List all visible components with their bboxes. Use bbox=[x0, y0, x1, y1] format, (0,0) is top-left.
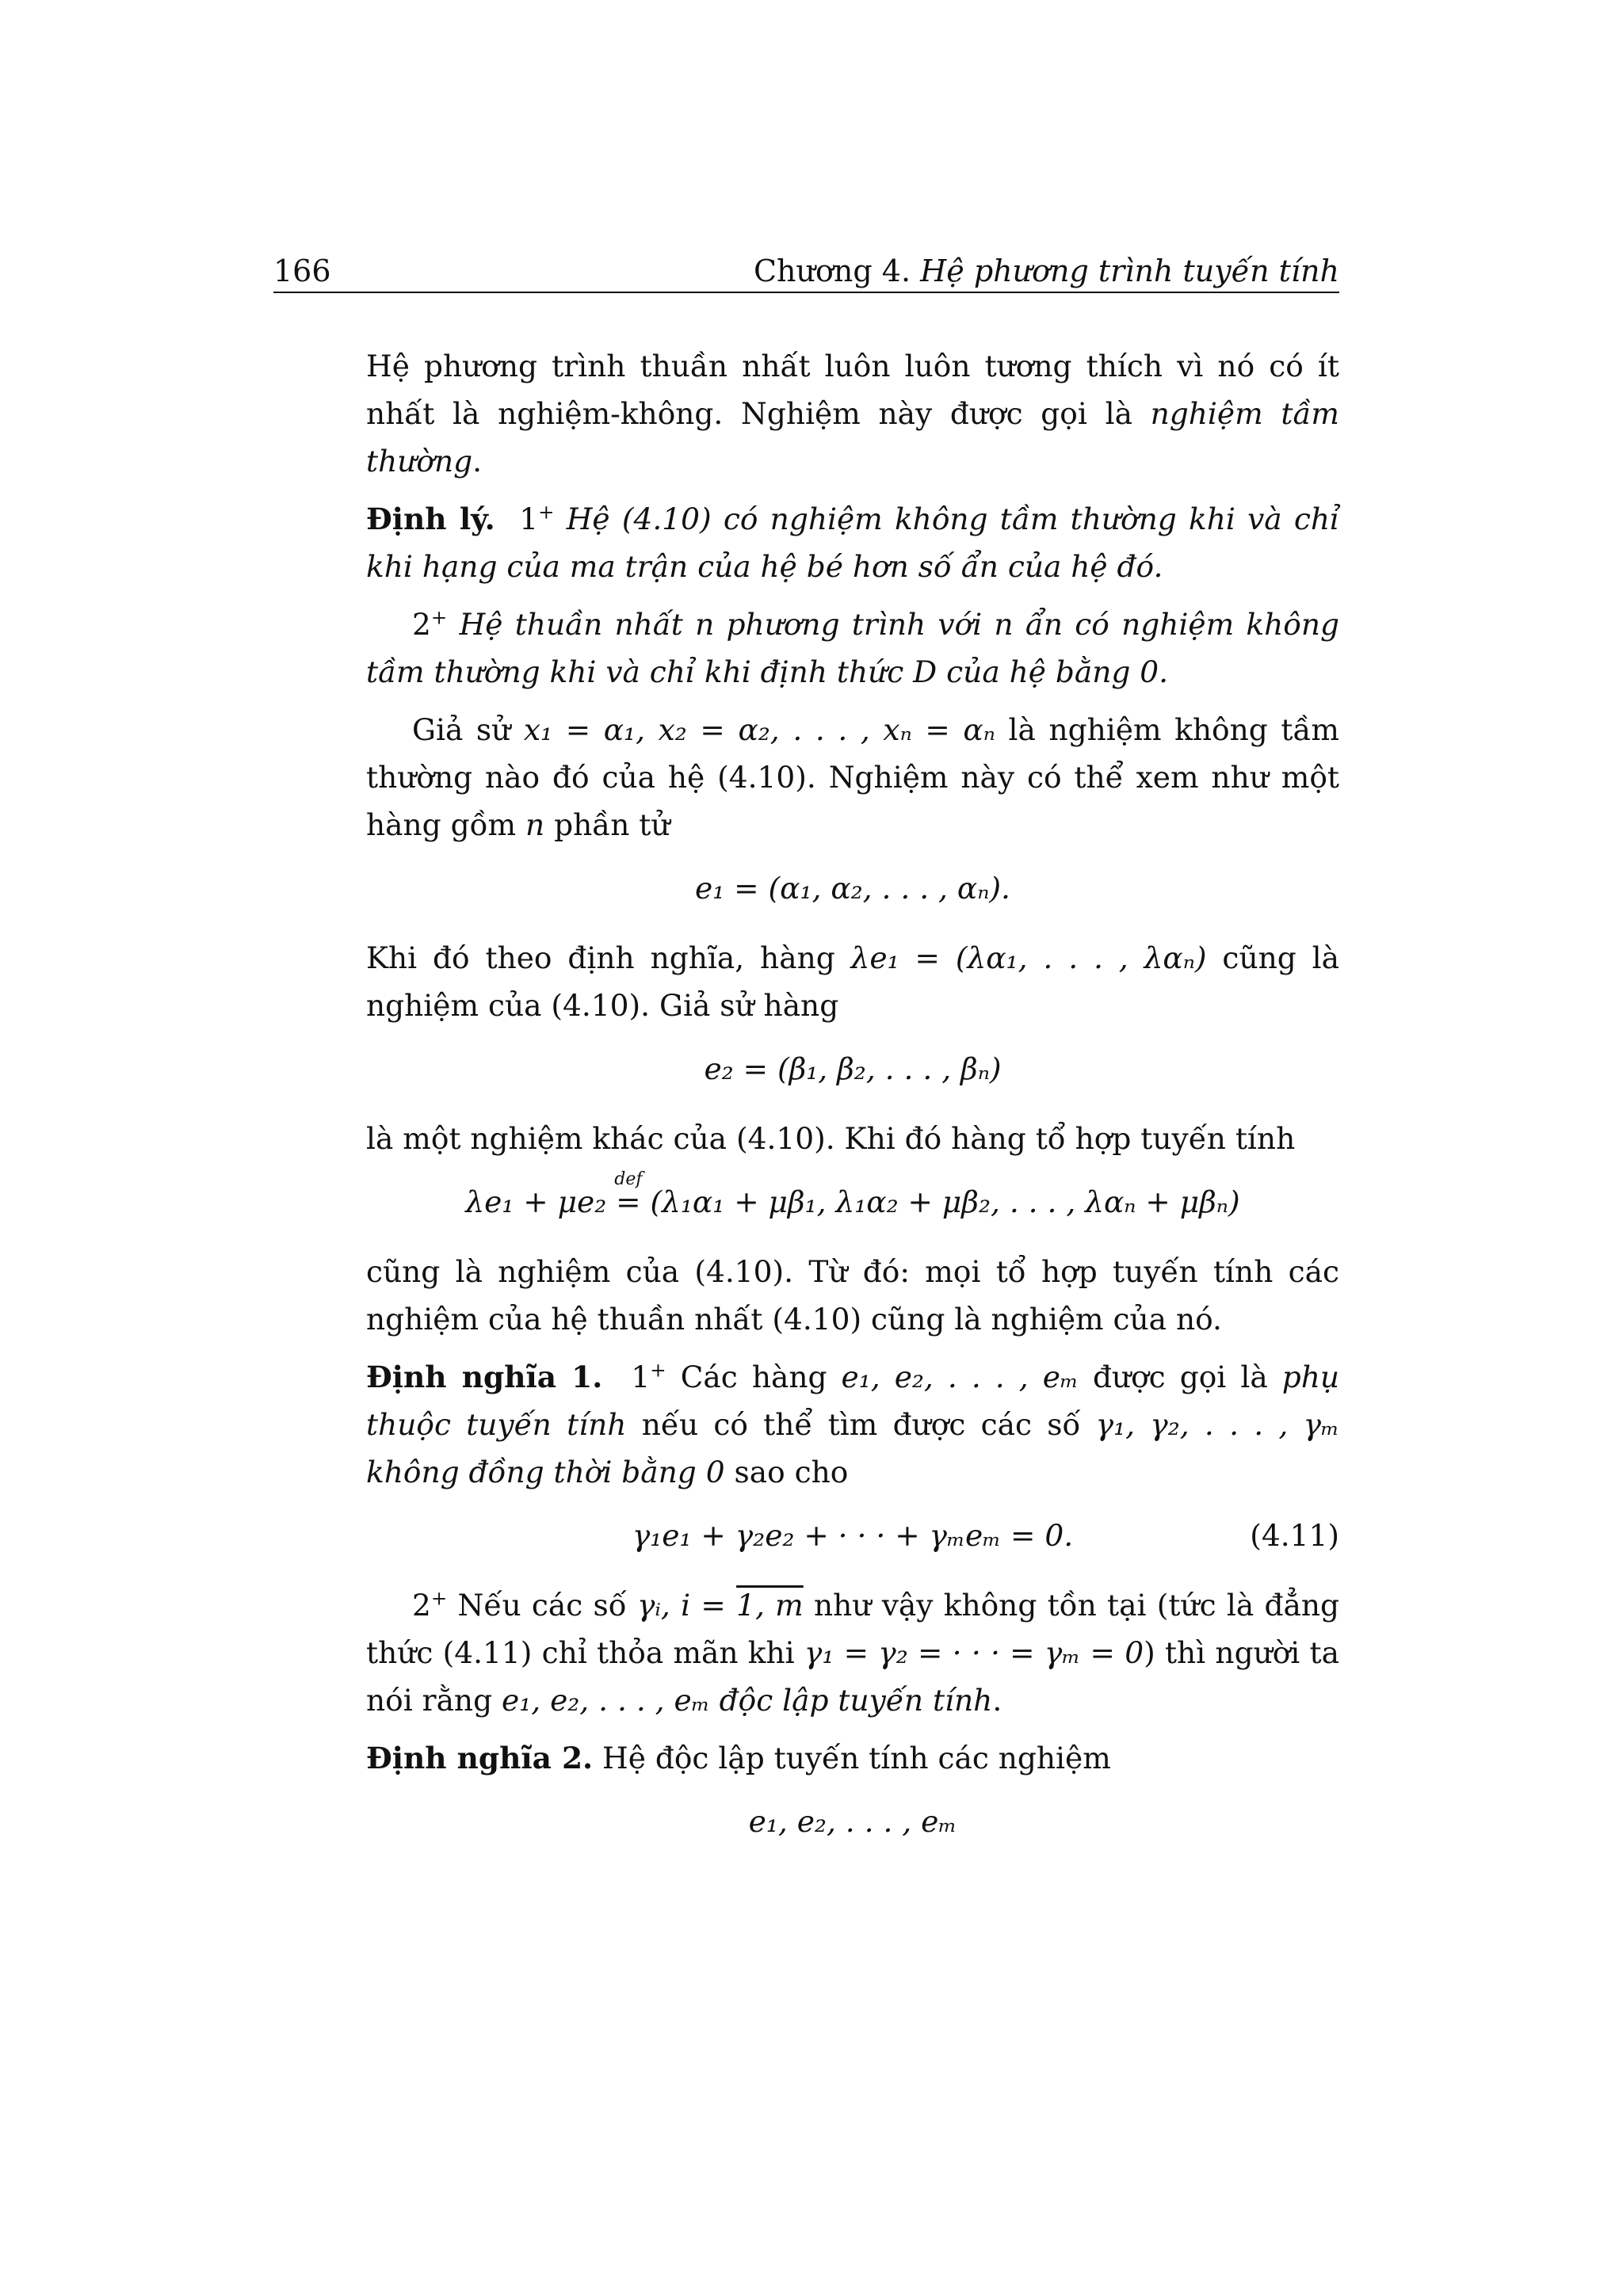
definition-2 bbox=[366, 1734, 1339, 1782]
text-run: cũng là nghiệm của (4.10). Giả sử hàng bbox=[366, 940, 1339, 1023]
definition-1-part-2 bbox=[366, 1581, 1339, 1724]
chapter-heading bbox=[754, 252, 1339, 290]
item-number: 1 bbox=[519, 502, 539, 536]
text-run: là nghiệm không tầm thường nào đó của hệ (4.10). Nghiệm này có thể xem như một hàng gồm bbox=[366, 712, 1339, 842]
page-number: 166 bbox=[273, 254, 331, 288]
paragraph-other-solution: là một nghiệm khác của (4.10). Khi đó hàng tổ hợp tuyến tính bbox=[366, 1121, 1296, 1156]
text-run: sao cho bbox=[724, 1455, 849, 1489]
equation-linear-combination bbox=[366, 1169, 1339, 1226]
equation-4-11 bbox=[366, 1512, 1339, 1559]
definition-label: Định nghĩa 2. bbox=[366, 1741, 594, 1775]
text-run: Hệ phương trình thuần nhất luôn luôn tương thích vì nó có ít nhất là nghiệm-không. Nghiệm này được gọi là bbox=[366, 349, 1339, 431]
equation-e1: e₁ = (α₁, α₂, . . . , αₙ). bbox=[695, 871, 1010, 906]
inline-math: γ₁, γ₂, . . . , γₘ bbox=[1095, 1407, 1340, 1442]
chapter-prefix: Chương 4. bbox=[753, 254, 911, 288]
chapter-title: Hệ phương trình tuyến tính bbox=[920, 254, 1339, 288]
term-linearly-independent: độc lập tuyến tính bbox=[719, 1683, 993, 1718]
body-text bbox=[366, 342, 1339, 1867]
term-linearly-dependent: phụ thuộc tuyến tính bbox=[366, 1360, 1340, 1442]
term-trivial-solution: nghiệm tầm thường bbox=[366, 396, 1339, 479]
item-number: 2 bbox=[412, 607, 431, 642]
text-run: như vậy không tồn tại (tức là đẳng thức (4.11) chỉ thỏa mãn khi bbox=[366, 1588, 1340, 1670]
def-equals: def = bbox=[616, 1178, 640, 1226]
text-run: nếu có thể tìm được các số bbox=[626, 1407, 1096, 1442]
inline-math: γ₁ = γ₂ = · · · = γₘ = 0 bbox=[804, 1635, 1144, 1670]
paragraph-combination-solution: cũng là nghiệm của (4.10). Từ đó: mọi tổ hợp tuyến tính các nghiệm của hệ thuần nhất (4.10) cũng là nghiệm của nó. bbox=[366, 1254, 1339, 1337]
paragraph-homogeneous bbox=[366, 342, 1339, 485]
definition-label: Định nghĩa 1. bbox=[366, 1360, 603, 1394]
theorem-part-2 bbox=[366, 601, 1339, 696]
text-run: Khi đó theo định nghĩa, hàng bbox=[366, 940, 851, 975]
superscript-plus: + bbox=[430, 1586, 448, 1610]
text-run: . bbox=[472, 444, 483, 479]
text-run: không đồng thời bằng 0 bbox=[366, 1455, 725, 1489]
text-run: Giả sử bbox=[412, 712, 524, 747]
theorem-text: Hệ thuần nhất n phương trình với n ẩn có nghiệm không tầm thường khi và chỉ khi định thức D của hệ bằng 0. bbox=[366, 607, 1340, 689]
running-header bbox=[273, 252, 1339, 290]
text-run: Nếu các số bbox=[447, 1588, 637, 1623]
equation-e2: e₂ = (β₁, β₂, . . . , βₙ) bbox=[704, 1051, 1002, 1086]
equation-solution-list: e₁, e₂, . . . , eₘ bbox=[748, 1804, 957, 1839]
inline-math: x₁ = α₁, x₂ = α₂, . . . , xₙ = αₙ bbox=[523, 712, 995, 747]
item-number: 1 bbox=[631, 1360, 651, 1394]
text-run: Các hàng bbox=[666, 1360, 842, 1394]
inline-math: λe₁ = (λα₁, . . . , λαₙ) bbox=[850, 940, 1207, 975]
inline-math: e₁, e₂, . . . , eₘ bbox=[502, 1683, 710, 1718]
inline-math: n bbox=[525, 807, 545, 842]
superscript-plus: + bbox=[538, 500, 555, 524]
text-run: ) thì người ta nói rằng bbox=[366, 1635, 1339, 1718]
inline-math-range: 1, m bbox=[736, 1588, 804, 1623]
item-number: 2 bbox=[412, 1588, 431, 1623]
superscript-plus: + bbox=[650, 1358, 666, 1382]
math-run: λe₁ + μe₂ bbox=[465, 1184, 607, 1219]
text-run: được gọi là bbox=[1078, 1360, 1282, 1394]
theorem-part-1 bbox=[366, 495, 1339, 590]
text-run: Hệ độc lập tuyến tính các nghiệm bbox=[593, 1741, 1111, 1775]
inline-math: γᵢ, i = bbox=[636, 1588, 737, 1623]
def-mark: def bbox=[614, 1169, 643, 1189]
math-run: (λ₁α₁ + μβ₁, λ₁α₂ + μβ₂, . . . , λαₙ + μβₙ) bbox=[650, 1184, 1240, 1219]
paragraph-lambda bbox=[366, 934, 1339, 1029]
superscript-plus: + bbox=[430, 605, 448, 629]
definition-1-part-1 bbox=[366, 1353, 1339, 1496]
theorem-label: Định lý. bbox=[366, 502, 495, 536]
text-run: phần tử bbox=[544, 807, 670, 842]
equation-number: (4.11) bbox=[1250, 1518, 1339, 1553]
paragraph-nontrivial bbox=[366, 706, 1339, 849]
inline-math: e₁, e₂, . . . , eₘ bbox=[841, 1360, 1079, 1394]
header-rule bbox=[273, 292, 1339, 293]
math-run: γ₁e₁ + γ₂e₂ + · · · + γₘeₘ = 0. bbox=[632, 1518, 1074, 1553]
text-run: . bbox=[992, 1683, 1002, 1718]
theorem-text: Hệ (4.10) có nghiệm không tầm thường khi và chỉ khi hạng của ma trận của hệ bé hơn số ẩn của hệ đó. bbox=[366, 502, 1340, 584]
